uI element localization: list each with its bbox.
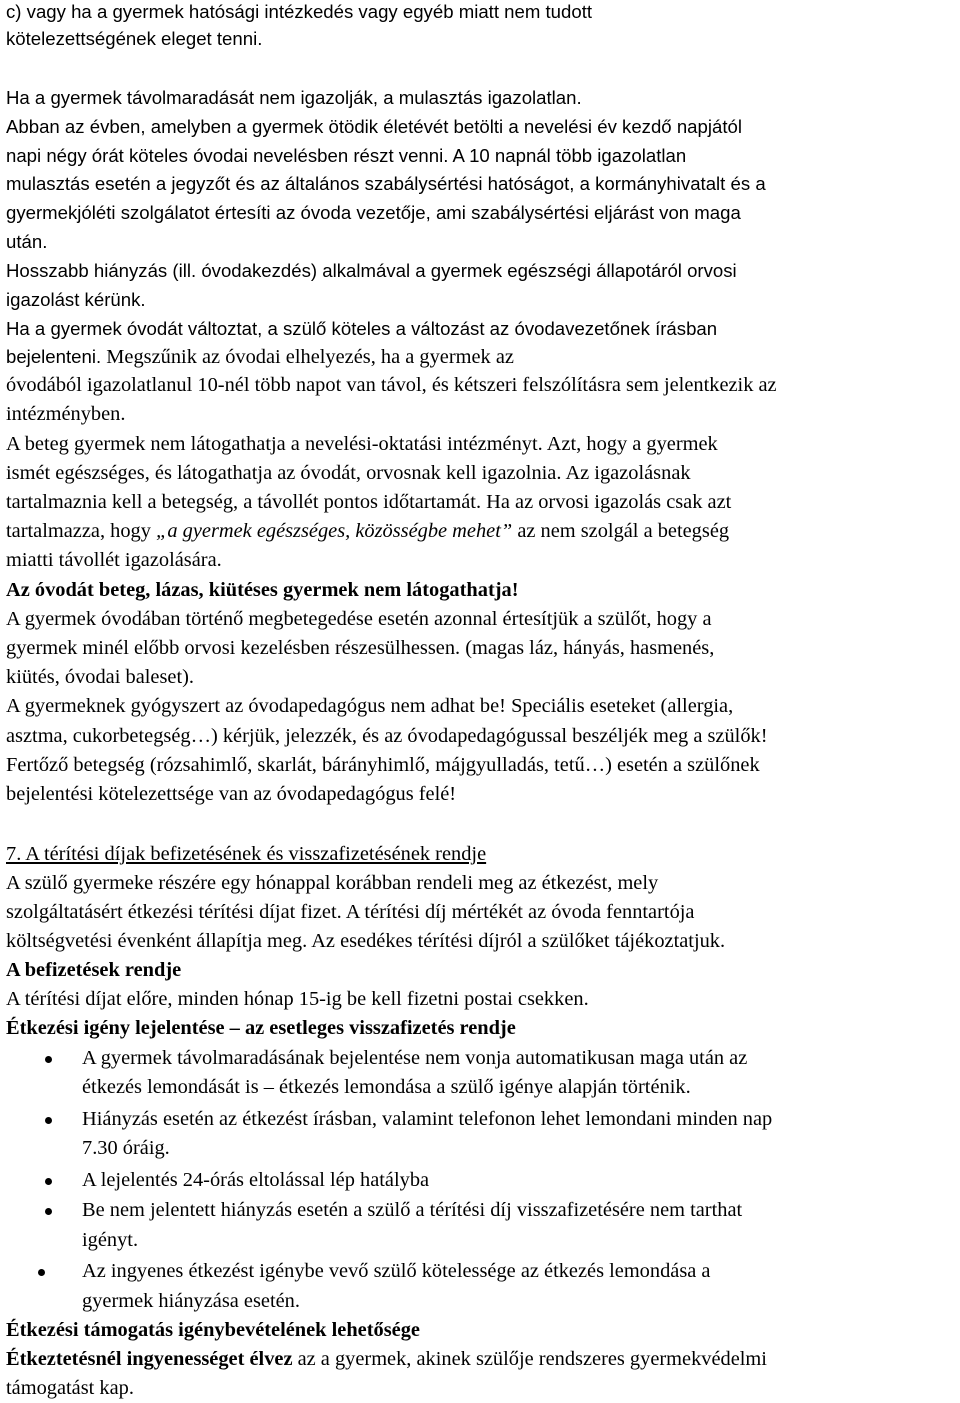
text-line: tartalmazza, hogy „a gyermek egészséges, közösségbe mehet” az nem szolgál a betegség (6, 520, 730, 542)
list-item: A lejelentés 24-órás eltolással lép hatályba (82, 1169, 430, 1191)
list-item: Hiányzás esetén az étkezést írásban, valamint telefonon lehet lemondani minden nap (82, 1108, 773, 1130)
text-line: Abban az évben, amelyben a gyermek ötödik életévét betölti a nevelési év kezdő napjától (6, 116, 742, 137)
text-line: után. (6, 231, 48, 252)
text-line: bejelenteni. Megszűnik az óvodai elhelyezés, ha a gyermek az (6, 346, 514, 368)
text-line: gyermek minél előbb orvosi kezelésben részesülhessen. (magas láz, hányás, hasmenés, (6, 637, 715, 659)
text-line: A gyermeknek gyógyszert az óvodapedagógus nem adhat be! Speciális eseteket (allergia, (6, 695, 734, 717)
bullet-icon (38, 1269, 45, 1276)
text-line: miatti távollét igazolására. (6, 549, 222, 571)
text-line: A térítési díjat előre, minden hónap 15-ig be kell fizetni postai csekken. (6, 988, 589, 1010)
text-line: Étkeztetésnél ingyenességet élvez az a gyermek, akinek szülője rendszeres gyermekvédelmi (6, 1348, 767, 1370)
text-line: ismét egészséges, és látogathatja az óvodát, orvosnak kell igazolnia. Az igazolásnak (6, 462, 691, 484)
quoted-phrase: „a gyermek egészséges, közösségbe mehet” (156, 520, 513, 542)
subsection-heading: A befizetések rendje (6, 959, 182, 981)
text-line: gyermekjóléti szolgálatot értesíti az óvoda vezetője, ami szabálysértési eljárást von maga (6, 202, 741, 223)
text-line: napi négy órát köteles óvodai nevelésben részt venni. A 10 napnál több igazolatlan (6, 145, 687, 166)
text-line: A beteg gyermek nem látogathatja a nevelési-oktatási intézményt. Azt, hogy a gyermek (6, 433, 718, 455)
list-item-continuation: étkezés lemondását is – étkezés lemondása a szülő igénye alapján történik. (82, 1076, 691, 1098)
text-line: A szülő gyermeke részére egy hónappal korábban rendeli meg az étkezést, mely (6, 872, 659, 894)
text-line: költségvetési évenként állapítja meg. Az esedékes térítési díjról a szülőket tájékoztatjuk. (6, 930, 726, 952)
text-line: mulasztás esetén a jegyzőt és az általános szabálysértési hatóságot, a kormányhivatalt és a (6, 173, 766, 194)
text-line: A gyermek óvodában történő megbetegedése esetén azonnal értesítjük a szülőt, hogy a (6, 608, 712, 630)
text-line: óvodából igazolatlanul 10-nél több napot van távol, és kétszeri felszólításra sem jelentkezik az (6, 374, 777, 396)
text-line: bejelentési kötelezettsége van az óvodapedagógus felé! (6, 783, 457, 805)
subsection-heading: Étkezési igény lejelentése – az esetleges visszafizetés rendje (6, 1017, 516, 1039)
subsection-heading: Étkezési támogatás igénybevételének lehetősége (6, 1319, 420, 1341)
text-line: támogatást kap. (6, 1377, 134, 1399)
text-line: Hosszabb hiányzás (ill. óvodakezdés) alkalmával a gyermek egészségi állapotáról orvosi (6, 260, 737, 281)
text-line: Ha a gyermek óvodát változtat, a szülő köteles a változást az óvodavezetőnek írásban (6, 318, 718, 339)
list-item-continuation: 7.30 óráig. (82, 1137, 170, 1159)
bullet-icon (45, 1208, 52, 1215)
text-line: kiütés, óvodai baleset). (6, 666, 194, 688)
section-heading: 7. A térítési díjak befizetésének és visszafizetésének rendje (6, 843, 487, 865)
warning-heading: Az óvodát beteg, lázas, kiütéses gyermek nem látogathatja! (6, 579, 519, 601)
text-line: c) vagy ha a gyermek hatósági intézkedés vagy egyéb miatt nem tudott (6, 1, 593, 22)
text-line: Fertőző betegség (rózsahimlő, skarlát, bárányhimlő, májgyulladás, tetű…) esetén a szülőnek (6, 754, 760, 776)
bullet-icon (45, 1178, 52, 1185)
list-item: Be nem jelentett hiányzás esetén a szülő a térítési díj visszafizetésére nem tarthat (82, 1199, 743, 1221)
bullet-icon (45, 1117, 52, 1124)
text-line: asztma, cukorbetegség…) kérjük, jelezzék, és az óvodapedagógussal beszéljék meg a szülők! (6, 725, 768, 747)
list-item-continuation: igényt. (82, 1229, 139, 1251)
text-line: szolgáltatásért étkezési térítési díjat fizet. A térítési díj mértékét az óvoda fenntartója (6, 901, 695, 923)
list-item: A gyermek távolmaradásának bejelentése nem vonja automatikusan maga után az (82, 1047, 748, 1069)
text-line: Ha a gyermek távolmaradását nem igazolják, a mulasztás igazolatlan. (6, 87, 582, 108)
bullet-icon (45, 1056, 52, 1063)
text-line: tartalmaznia kell a betegség, a távollét pontos időtartamát. Ha az orvosi igazolás csak azt (6, 491, 732, 513)
text-line: kötelezettségének eleget tenni. (6, 28, 263, 49)
text-line: intézményben. (6, 403, 126, 425)
list-item: Az ingyenes étkezést igénybe vevő szülő kötelessége az étkezés lemondása a (82, 1260, 711, 1282)
text-line: igazolást kérünk. (6, 289, 146, 310)
list-item-continuation: gyermek hiányzása esetén. (82, 1290, 300, 1312)
